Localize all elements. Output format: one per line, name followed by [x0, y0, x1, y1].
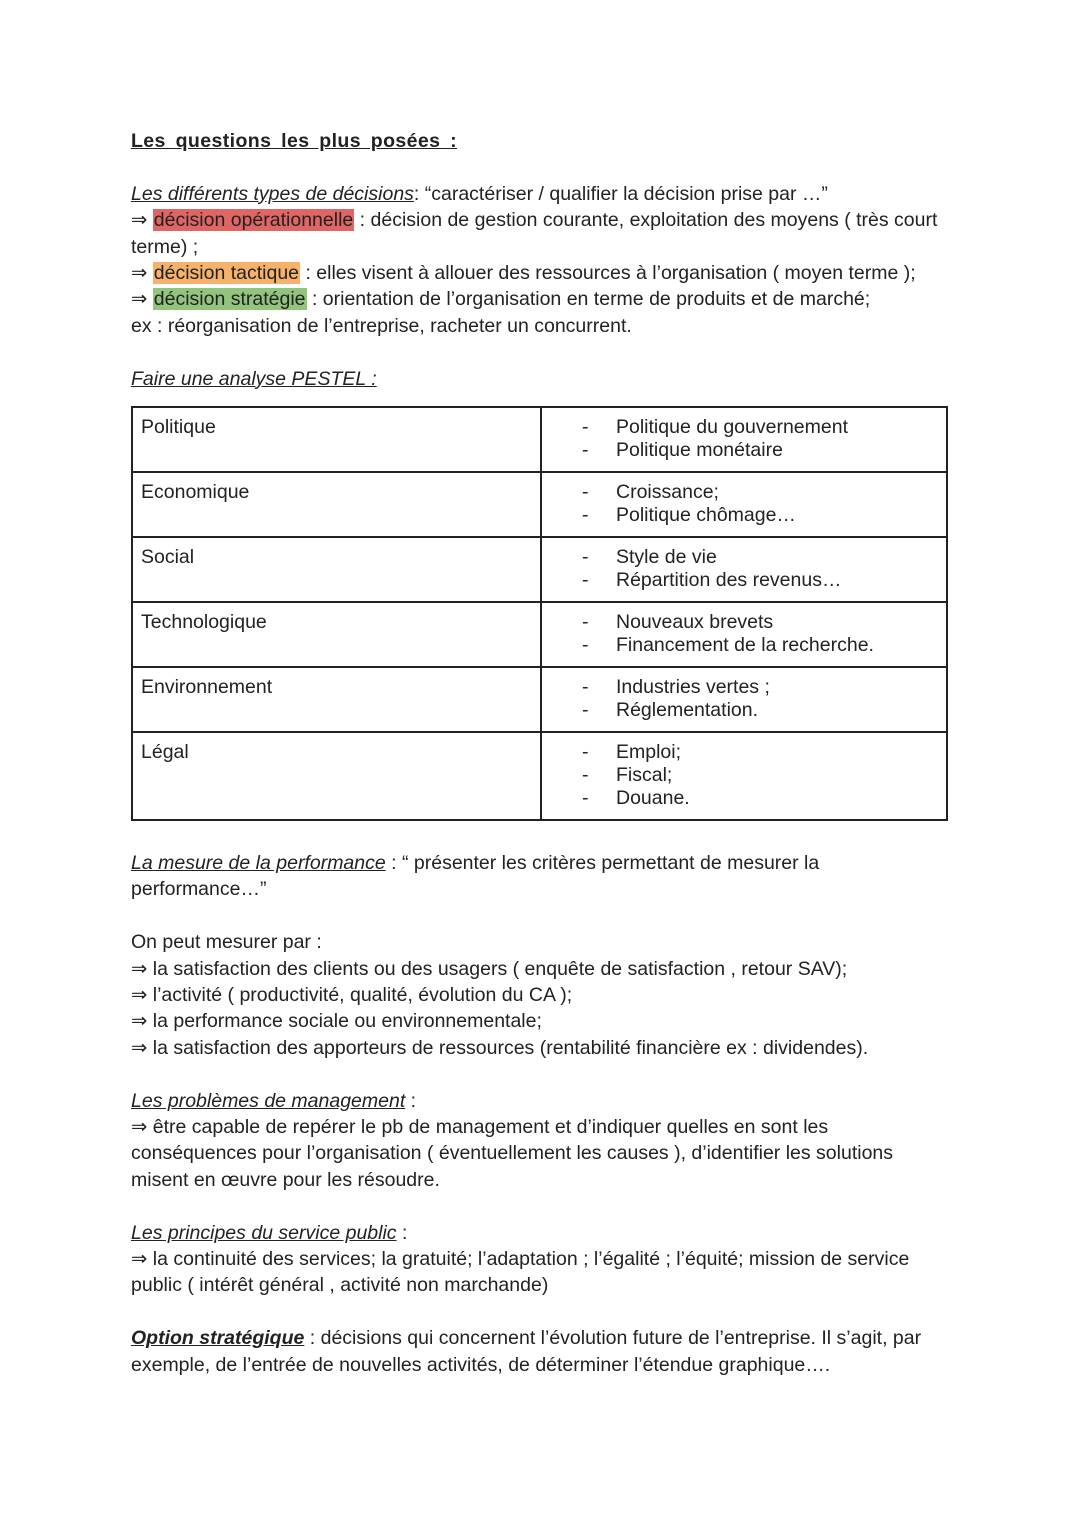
pestel-category: Social	[132, 537, 541, 602]
pestel-category: Environnement	[132, 667, 541, 732]
decision-text: : elles visent à allouer des ressources à l’organisation ( moyen terme );	[300, 262, 916, 285]
pestel-detail-list	[580, 416, 938, 462]
performance-heading-rest: : “ présenter les critères permettant de mesurer la performance…”	[131, 852, 820, 901]
pestel-category: Technologique	[132, 602, 541, 667]
pestel-details	[541, 732, 947, 820]
decision-item	[131, 260, 951, 286]
performance-section	[131, 850, 951, 1061]
service-public-heading-rest: :	[396, 1221, 408, 1244]
pestel-section	[131, 366, 951, 821]
pestel-detail-item: - Industries vertes ;	[580, 676, 938, 699]
pestel-details	[541, 667, 947, 732]
management-heading: Les problèmes de management	[131, 1089, 406, 1112]
pestel-table	[131, 406, 948, 821]
pestel-category: Légal	[132, 732, 541, 820]
pestel-detail-list	[580, 741, 938, 810]
option-line	[131, 1325, 951, 1378]
management-heading-line	[131, 1088, 951, 1114]
pestel-detail-list	[580, 546, 938, 592]
pestel-detail-item: - Politique chômage…	[580, 504, 938, 527]
management-heading-rest: :	[405, 1089, 417, 1112]
arrow-icon: ⇒	[131, 288, 148, 311]
pestel-detail-item: - Politique monétaire	[580, 439, 938, 462]
service-public-heading-line	[131, 1220, 951, 1246]
arrow-icon: ⇒	[131, 209, 148, 232]
decision-item	[131, 207, 951, 260]
pestel-details	[541, 407, 947, 472]
decision-text: : orientation de l’organisation en terme de produits et de marché;	[306, 288, 871, 311]
document-page	[131, 128, 951, 1378]
management-text: ⇒ être capable de repérer le pb de management et d’indiquer quelles en sont les conséquences pour l’organisation ( éventuellement les causes ), d’identifier les solutions misent en œuvre pour les résoudre.	[131, 1116, 894, 1191]
pestel-heading: Faire une analyse PESTEL :	[131, 367, 377, 390]
decision-text: : décision de gestion courante, exploitation des moyens ( très court terme) ;	[131, 209, 938, 258]
performance-item: ⇒ la satisfaction des clients ou des usagers ( enquête de satisfaction , retour SAV);	[131, 957, 848, 980]
performance-item: ⇒ l’activité ( productivité, qualité, évolution du CA );	[131, 984, 573, 1007]
service-public-section	[131, 1220, 951, 1299]
pestel-detail-item: - Répartition des revenus…	[580, 569, 938, 592]
pestel-detail-item: - Douane.	[580, 787, 938, 810]
pestel-detail-item: - Financement de la recherche.	[580, 634, 938, 657]
performance-intro: On peut mesurer par :	[131, 931, 322, 954]
pestel-detail-item: - Emploi;	[580, 741, 938, 764]
decisions-section	[131, 181, 951, 339]
decisions-heading-rest: : “caractériser / qualifier la décision prise par …”	[413, 182, 828, 205]
option-section	[131, 1325, 951, 1378]
option-text: : décisions qui concernent l’évolution future de l’entreprise. Il s’agit, par exemple, de l’entrée de nouvelles activités, de déterminer l’étendue graphique….	[131, 1327, 922, 1376]
pestel-detail-item: - Croissance;	[580, 481, 938, 504]
pestel-detail-item: - Fiscal;	[580, 764, 938, 787]
pestel-details	[541, 602, 947, 667]
service-public-text: ⇒ la continuité des services; la gratuité; l’adaptation ; l’égalité ; l’équité; mission de service public ( intérêt général , activité non marchande)	[131, 1248, 910, 1297]
highlight-operationnelle: décision opérationnelle	[153, 209, 354, 232]
pestel-row	[132, 732, 947, 820]
pestel-row	[132, 667, 947, 732]
pestel-row	[132, 537, 947, 602]
decisions-heading-line	[131, 181, 951, 207]
pestel-detail-item: - Nouveaux brevets	[580, 611, 938, 634]
pestel-category: Economique	[132, 472, 541, 537]
management-section	[131, 1088, 951, 1194]
pestel-row	[132, 407, 947, 472]
pestel-details	[541, 537, 947, 602]
pestel-row	[132, 472, 947, 537]
pestel-detail-item: - Style de vie	[580, 546, 938, 569]
pestel-detail-item: - Réglementation.	[580, 699, 938, 722]
decisions-heading: Les différents types de décisions	[131, 182, 414, 205]
page-title: Les questions les plus posées :	[131, 130, 458, 152]
performance-item: ⇒ la satisfaction des apporteurs de ressources (rentabilité financière ex : dividendes).	[131, 1036, 869, 1059]
decision-item	[131, 286, 951, 312]
pestel-details	[541, 472, 947, 537]
highlight-tactique: décision tactique	[153, 262, 300, 285]
pestel-row	[132, 602, 947, 667]
pestel-detail-list	[580, 676, 938, 722]
service-public-heading: Les principes du service public	[131, 1221, 397, 1244]
pestel-detail-item: - Politique du gouvernement	[580, 416, 938, 439]
performance-heading: La mesure de la performance	[131, 852, 386, 875]
highlight-strategie: décision stratégie	[153, 288, 306, 311]
performance-heading-line	[131, 850, 951, 903]
pestel-detail-list	[580, 611, 938, 657]
pestel-category: Politique	[132, 407, 541, 472]
option-heading: Option stratégique	[131, 1327, 305, 1350]
decision-example: ex : réorganisation de l’entreprise, racheter un concurrent.	[131, 314, 632, 337]
pestel-detail-list	[580, 481, 938, 527]
performance-item: ⇒ la performance sociale ou environnementale;	[131, 1010, 542, 1033]
arrow-icon: ⇒	[131, 262, 148, 285]
